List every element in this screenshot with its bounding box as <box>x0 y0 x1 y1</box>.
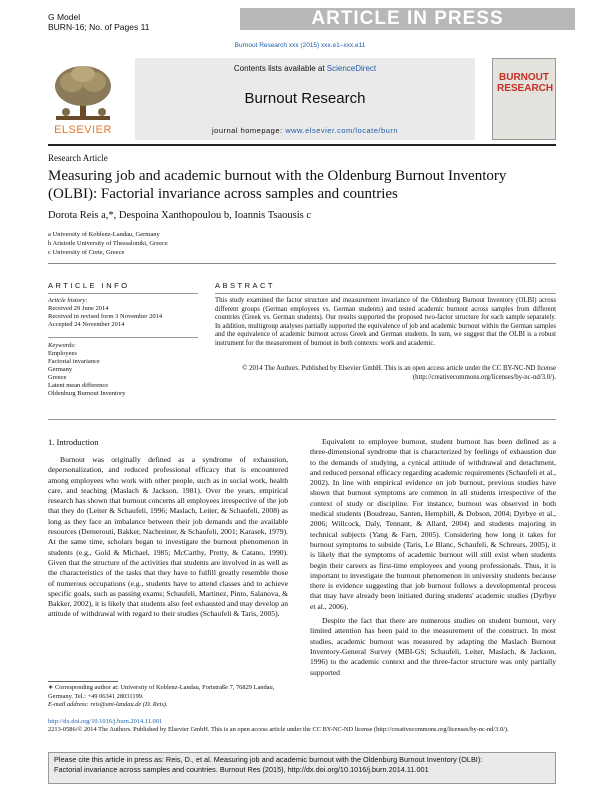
page-count: BURN-16; No. of Pages 11 <box>48 22 150 32</box>
received-date: Received 29 June 2014 <box>48 305 109 312</box>
email-note[interactable]: E-mail address: reis@uni-landau.de (D. Reis). <box>48 701 168 709</box>
doi-and-license <box>48 718 556 734</box>
abstract-text: This study examined the factor structure and measurement invariance of the Oldenburg Burnout Inventory (OLBI) across different groups (German employees vs. German students) and tested academic burnout across samples from different countries (Greek vs. German students). Our results supported the proposed two-factor structure for each sample separately. In addition, multigroup analyses partially supported the equivalence of job and academic burnout within the German samples and the equivalence of academic burnout across Greek and German students. In sum, we suggest that the OLBI is a robust instrument for the measurement of burnout in both contexts: work and academic. <box>215 297 556 347</box>
footnotes <box>48 684 288 710</box>
cite-line-2[interactable]: Factorial invariance across samples and countries. Burnout Res (2015), http://dx.doi.org/10.1016/j.burn.2014.11.001 <box>54 765 429 774</box>
section-heading-introduction: 1. Introduction <box>48 437 99 447</box>
homepage-prefix: journal homepage: <box>211 126 286 135</box>
contents-line <box>135 64 475 73</box>
history-label: Article history: <box>48 297 88 304</box>
keywords <box>48 342 126 398</box>
keyword: Germany <box>48 366 73 373</box>
keyword: Employees <box>48 350 77 357</box>
keyword: Greece <box>48 374 67 381</box>
contents-prefix: Contents lists available at <box>233 64 327 73</box>
divider <box>48 293 198 294</box>
doi-link[interactable]: http://dx.doi.org/10.1016/j.burn.2014.11.001 <box>48 718 163 725</box>
article-type: Research Article <box>48 153 108 163</box>
gmodel-label: G Model <box>48 12 81 22</box>
author-list: Dorota Reis a,*, Despoina Xanthopoulou b, Ioannis Tsaousis c <box>48 210 311 221</box>
body-column-right <box>310 437 556 678</box>
homepage-link[interactable]: www.elsevier.com/locate/burn <box>285 126 398 135</box>
article-title: Measuring job and academic burnout with the Oldenburg Burnout Inventory (OLBI): Factorial invariance across samples and countries <box>48 168 507 202</box>
keyword: Oldenburg Burnout Inventory <box>48 390 126 397</box>
publisher-name: ELSEVIER <box>54 124 112 136</box>
cover-title: BURNOUT RESEARCH <box>497 72 554 94</box>
sciencedirect-link[interactable]: ScienceDirect <box>326 64 377 73</box>
paragraph: Equivalent to employee burnout, student burnout has been defined as a three-dimensional syndrome that is characterized by feelings of exhaustion due to the demands of studying, a cynical attitude of withdrawal and detachment, and reduced personal efficacy regarding academic requirements (Schaufeli et al., 2002). In line with empirical evidence on job burnout, previous studies have shown that burnout symptoms are common in all students irrespective of the context of study or discipline. For instance, burnout was observed in both medical students (Boudreau, Santen, Hemphill, & Dobson, 2004; Dyrbye et al., 2006; Willcock, Daly, Tennant, & Allard, 2004) and students majoring in technical subjects (Yang & Farn, 2005). Considering how long it takes for burnout symptoms to subside (Taris, Le Blanc, Schaufeli, & Schreurs, 2005), it is likely that the symptoms of academic burnout will still exist when students begin their careers as first-time employees and young professionals. Thus, it is important to investigate the burnout phenomenon in university students because there is evidence suggesting that job burnout follows a developmental process that may have already been initiated during students' academic studies (Dyrbye et al., 2006). <box>310 437 556 611</box>
accepted-date: Accepted 24 November 2014 <box>48 321 125 328</box>
corresponding-author-note: ∗ Corresponding author at: University of Koblenz-Landau, Fortstraße 7, 76829 Landau, Germany. Tel.: +49 06341 28031199. <box>48 684 275 700</box>
copyright-notice: © 2014 The Authors. Published by Elsevier GmbH. This is an open access article under the CC BY-NC-ND license (http://creativecommons.org/licenses/by-nc-nd/3.0/). <box>242 365 556 381</box>
affiliation-b: b Aristotle University of Thessaloniki, Greece <box>48 240 168 247</box>
elsevier-tree-logo-icon <box>48 62 118 124</box>
keyword: Factorial invariance <box>48 358 100 365</box>
paragraph: Burnout was originally defined as a syndrome of exhaustion, depersonalization, and reduced professional efficacy that is encountered among employees who work with other people, such as in social work, health care, and teaching (Maslach & Jackson, 1981). Over the years, empirical research has shown that burnout concerns all employees irrespective of the job that they do (Leiter & Schaufeli, 1996; Maslach, Leiter, & Schaufeli, 2008) as long as they face an imbalance between their job demands and the available resources (Demerouti, Bakker, Nachreiner, & Schaufeli, 2001; Karasek, 1979). At the same time, scholars began to investigate the burnout phenomenon in students (e.g., Gold & Michael, 1985; McCarthy, Pretty, & Catano, 1990). Given that the structure of the activities that students are involved in as well as the characteristics of the tasks that they have to fulfill greatly resemble those of numerous occupations (e.g., students have to attend classes and to achieve specific goals, such as passing exams; Schaufeli, Martinez, Pinto, Salanova, & Bakker, 2002), it is likely that students also feel exhausted and may develop an attitude of withdrawal with regard to their studies (Schaufeli & Taris, 2005). <box>48 455 288 619</box>
divider <box>48 263 556 264</box>
journal-name: Burnout Research <box>244 90 366 107</box>
keywords-label: Keywords: <box>48 342 76 349</box>
article-in-press-banner: ARTICLE IN PRESS <box>240 8 575 30</box>
keyword: Latent mean difference <box>48 382 109 389</box>
journal-homepage <box>135 126 475 135</box>
article-info-heading: ARTICLE INFO <box>48 281 130 290</box>
license-note: 2213-0586/© 2014 The Authors. Published by Elsevier GmbH. This is an open access article under the CC BY-NC-ND license (http://creativecommons.org/licenses/by-nc-nd/3.0/). <box>48 726 509 734</box>
footnote-divider <box>48 681 118 682</box>
divider <box>48 419 556 420</box>
journal-citation-line[interactable]: Burnout Research xxx (2015) xxx.e1–xxx.e11 <box>234 42 366 49</box>
revised-date: Received in revised form 3 November 2014 <box>48 313 163 320</box>
cite-line-1: Please cite this article in press as: Reis, D., et al. Measuring job and academic burnout with the Oldenburg Burnout Inventory (OLBI): <box>54 755 483 764</box>
manuscript-id <box>48 12 149 32</box>
abstract-heading: ABSTRACT <box>215 281 276 290</box>
cite-this-article-text <box>54 755 550 775</box>
paragraph: Despite the fact that there are numerous studies on student burnout, very limited attention has been paid to the measurement of the construct. In most studies, academic burnout was measured by adapting the Maslach Burnout Inventory-General Survey (MBI-GS; Schaufeli, Leiter, Maslach, & Jackson, 1996) to the academic context and the three-factor structure was only partially supported <box>310 616 556 677</box>
divider <box>48 337 198 338</box>
article-history <box>48 297 162 329</box>
affiliation-a: a University of Koblenz-Landau, Germany <box>48 231 160 238</box>
affiliations <box>48 230 168 257</box>
journal-cover-image <box>492 58 556 140</box>
header-divider <box>48 144 556 146</box>
affiliation-c: c University of Crete, Greece <box>48 249 125 256</box>
divider <box>215 293 556 294</box>
body-column-left <box>48 455 288 620</box>
